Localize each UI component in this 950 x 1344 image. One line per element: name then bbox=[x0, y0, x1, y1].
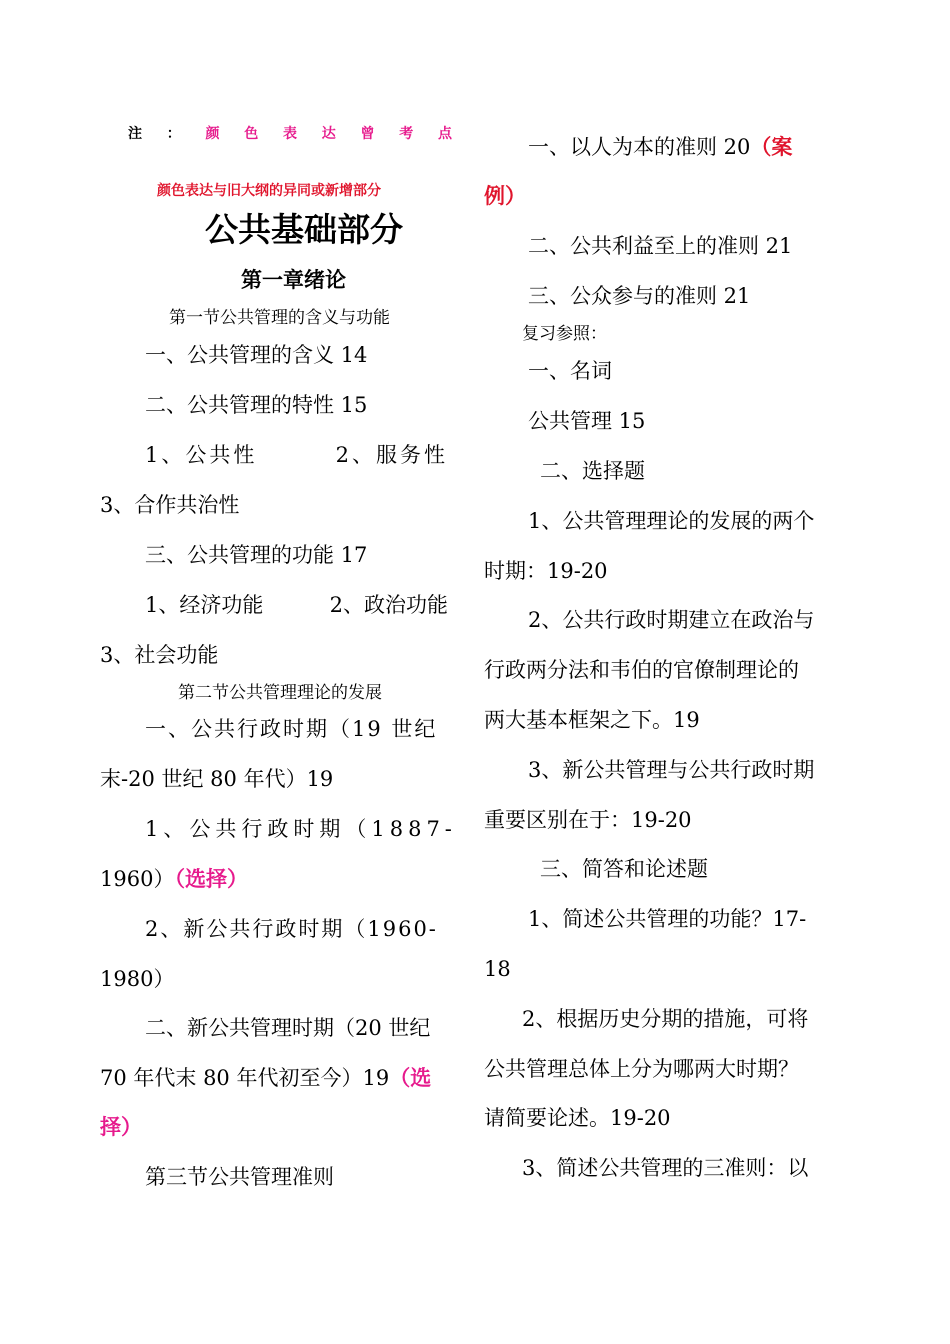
outline-text: 1960） bbox=[100, 867, 175, 891]
note-char: 达 bbox=[321, 126, 336, 142]
question-text: 2、根据历史分期的措施，可将 bbox=[522, 1007, 809, 1031]
outline-item bbox=[100, 865, 248, 893]
note-header bbox=[128, 120, 452, 148]
outline-item: 3、社会功能 bbox=[100, 643, 219, 667]
section-title: 第一节公共管理的含义与功能 bbox=[169, 308, 390, 328]
outline-item: 3、合作共治性 bbox=[100, 493, 240, 517]
question-text: 请简要论述。19-20 bbox=[484, 1106, 671, 1130]
note-char: 表 bbox=[283, 126, 297, 142]
outline-item: 1980） bbox=[100, 967, 175, 991]
outline-item bbox=[145, 441, 448, 469]
outline-subitem: 2、服务性 bbox=[335, 443, 448, 467]
outline-subitem: 2、政治功能 bbox=[329, 593, 448, 617]
note-char: 色 bbox=[244, 126, 259, 142]
question-text: 重要区别在于：19-20 bbox=[484, 808, 692, 832]
note-label: 注 bbox=[128, 126, 142, 142]
note-char: 曾 bbox=[360, 126, 375, 142]
page-title: 公共基础部分 bbox=[205, 210, 403, 249]
question-text: 1、公共管理理论的发展的两个 bbox=[528, 509, 815, 533]
outline-item bbox=[145, 591, 448, 619]
question-text: 公共管理总体上分为哪两大时期？ bbox=[484, 1057, 799, 1081]
outline-item: 三、公共管理的功能 17 bbox=[145, 543, 368, 567]
outline-item bbox=[528, 133, 792, 161]
tag-choice: （选择） bbox=[174, 866, 248, 891]
section-title: 第二节公共管理理论的发展 bbox=[178, 683, 382, 703]
outline-item: 公共管理 15 bbox=[528, 409, 646, 433]
outline-item: 三、简答和论述题 bbox=[540, 857, 708, 881]
note-colon: ： bbox=[166, 126, 181, 142]
chapter-title: 第一章绪论 bbox=[241, 267, 346, 292]
review-heading: 复习参照： bbox=[522, 324, 607, 344]
outline-item: 2、新公共行政时期（1960- bbox=[145, 917, 438, 941]
tag-choice: （选 bbox=[389, 1065, 432, 1090]
tag-choice: 择） bbox=[100, 1114, 142, 1139]
outline-item: 二、公共利益至上的准则 21 bbox=[528, 234, 793, 258]
outline-item bbox=[100, 1064, 431, 1092]
outline-item: 二、选择题 bbox=[540, 459, 645, 483]
outline-item: 一、名词 bbox=[528, 359, 612, 383]
question-text: 3、新公共管理与公共行政时期 bbox=[528, 758, 815, 782]
outline-text: 70 年代末 80 年代初至今）19 bbox=[100, 1066, 390, 1090]
note-subtitle: 颜色表达与旧大纲的异同或新增部分 bbox=[157, 183, 381, 199]
outline-subitem: 1、公共性 bbox=[145, 443, 258, 467]
outline-item: 三、公众参与的准则 21 bbox=[528, 284, 751, 308]
outline-item: 一、公共行政时期（19 世纪 bbox=[145, 717, 438, 741]
tag-case: 例） bbox=[484, 183, 526, 208]
question-text: 1、简述公共管理的功能？17- bbox=[528, 907, 807, 931]
outline-item: 末-20 世纪 80 年代）19 bbox=[100, 767, 334, 791]
outline-item: 二、新公共管理时期（20 世纪 bbox=[145, 1016, 431, 1040]
question-text: 时期：19-20 bbox=[484, 559, 608, 583]
outline-item: 1、公共行政时期（1887- bbox=[145, 817, 457, 841]
question-text: 行政两分法和韦伯的官僚制理论的 bbox=[484, 658, 799, 682]
question-text: 18 bbox=[484, 957, 511, 981]
outline-item: 二、公共管理的特性 15 bbox=[145, 393, 368, 417]
outline-subitem: 1、经济功能 bbox=[145, 593, 264, 617]
outline-item: 一、公共管理的含义 14 bbox=[145, 343, 368, 367]
question-text: 3、简述公共管理的三准则：以 bbox=[522, 1156, 809, 1180]
note-char: 点 bbox=[438, 126, 452, 142]
section-title: 第三节公共管理准则 bbox=[145, 1165, 334, 1189]
note-char: 考 bbox=[399, 126, 414, 142]
question-text: 两大基本框架之下。19 bbox=[484, 708, 700, 732]
question-text: 2、公共行政时期建立在政治与 bbox=[528, 608, 815, 632]
note-char: 颜 bbox=[205, 126, 220, 142]
outline-text: 一、以人为本的准则 20 bbox=[528, 135, 751, 159]
tag-case: （案 bbox=[750, 134, 793, 159]
